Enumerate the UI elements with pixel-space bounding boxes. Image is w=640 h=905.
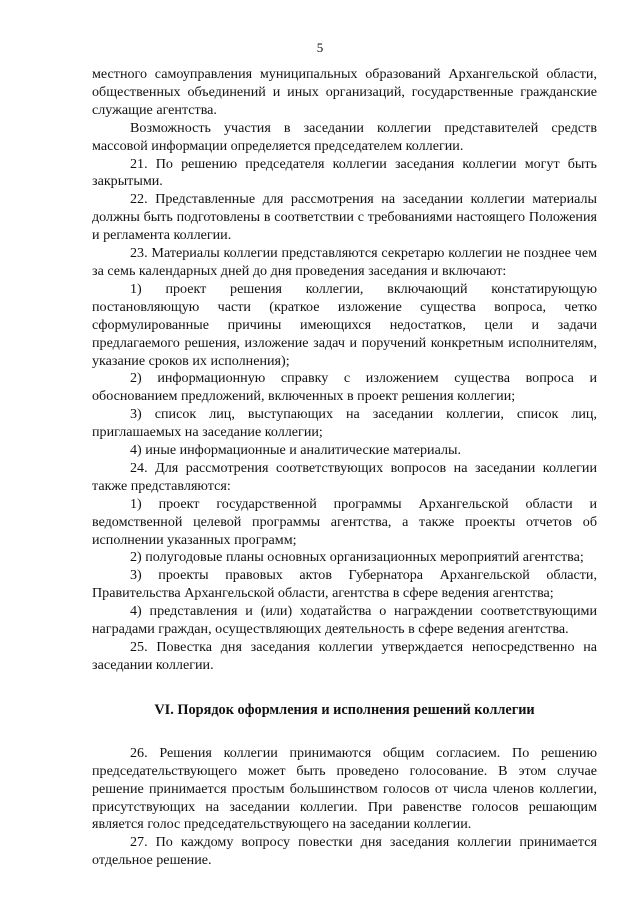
paragraph: местного самоуправления муниципальных образований Архангельской области, общественных объединений и иных организаций, государственные гражданские служащие агентства. <box>92 66 597 118</box>
paragraphs-top <box>92 66 597 675</box>
paragraph: Возможность участия в заседании коллегии представителей средств массовой информации определяется председателем коллегии. <box>92 119 597 154</box>
paragraph: 3) проекты правовых актов Губернатора Архангельской области, Правительства Архангельской области, агентства в сфере ведения агентства; <box>92 567 597 602</box>
paragraph: 2) полугодовые планы основных организационных мероприятий агентства; <box>130 549 584 566</box>
paragraphs-bottom <box>92 745 597 870</box>
paragraph: 27. По каждому вопросу повестки дня заседания коллегии принимается отдельное решение. <box>92 834 597 869</box>
paragraph: 4) представления и (или) ходатайства о награждении соответствующими наградами граждан, осуществляющих деятельность в сфере ведения агентства. <box>92 603 597 638</box>
paragraph: 2) информационную справку с изложением существа вопроса и обоснованием предложений, включенных в проект решения коллегии; <box>92 370 597 405</box>
paragraph: 4) иные информационные и аналитические материалы. <box>130 442 461 459</box>
paragraph: 23. Материалы коллегии представляются секретарю коллегии не позднее чем за семь календарных дней до дня проведения заседания и включают: <box>92 245 597 279</box>
paragraph: 22. Представленные для рассмотрения на заседании коллегии материалы должны быть подготовлены в соответствии с требованиями настоящего Положения и регламента коллегии. <box>92 191 597 244</box>
page-number: 5 <box>316 40 324 55</box>
paragraph: 24. Для рассмотрения соответствующих вопросов на заседании коллегии также представляются: <box>92 459 597 494</box>
paragraph: 1) проект решения коллегии, включающий констатирующую постановляющую части (краткое изложение существа вопроса, четко сформулированные причины имеющихся недостатков, цели и задачи предлагаемого решения, изложение задач и поручений конкретным исполнителям, указание сроков их исполнения); <box>92 280 597 369</box>
document-body <box>92 66 597 870</box>
paragraph: 21. По решению председателя коллегии заседания коллегии могут быть закрытыми. <box>92 155 597 190</box>
paragraph: 3) список лиц, выступающих на заседании коллегии, список лиц, приглашаемых на заседание коллегии; <box>92 406 597 441</box>
paragraph: 25. Повестка дня заседания коллегии утверждается непосредственно на заседании коллегии. <box>92 639 597 673</box>
section-heading: VI. Порядок оформления и исполнения решений коллегии <box>154 701 535 718</box>
paragraph: 1) проект государственной программы Архангельской области и ведомственной целевой программы агентства, а также проекты отчетов об исполнении указанных программ; <box>92 495 597 548</box>
paragraph: 26. Решения коллегии принимаются общим согласием. По решению председательствующего может быть проведено голосование. В этом случае решение принимается простым большинством голосов от числа членов коллегии, присутствующих на заседании коллегии. При равенстве голосов решающим является голос председательствующего на заседании коллегии. <box>92 744 597 833</box>
